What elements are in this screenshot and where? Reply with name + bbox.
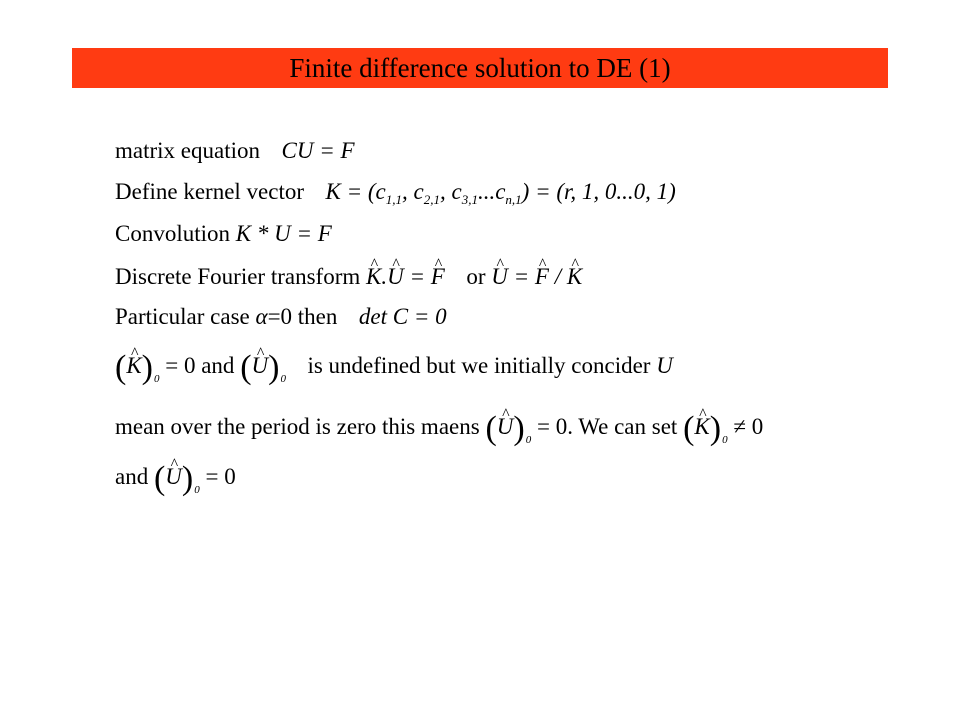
text-we-can-set: = 0. We can set — [536, 414, 678, 439]
line-matrix-equation — [115, 137, 355, 165]
text-undefined: is undefined but we initially concider — [307, 353, 651, 378]
text-not-equal-zero: ≠ 0 — [733, 414, 764, 439]
symbol-alpha: α — [255, 304, 268, 329]
equation-fourier: ^ K.^ U = ^ F — [366, 264, 445, 289]
equation-kernel-vector: $K = (c_{1,1}$, $c_{2,1}$, $c_{3,1}...c_{n,1}) = (r$, 1, 0...0, 1) — [325, 179, 676, 207]
line-undefined — [115, 351, 673, 393]
text-then: =0 then — [267, 304, 338, 329]
equation-u-hat-zero-2: (^ $U)_0$ — [485, 414, 531, 439]
equation-k-hat-nonzero: (^ $K)_0$ — [683, 414, 728, 439]
text-or: or — [466, 264, 486, 289]
line-fourier — [115, 263, 582, 291]
text-matrix-equation: matrix equation — [115, 138, 260, 163]
equation-det: det C = 0 — [358, 304, 447, 329]
text-convolution: Convolution — [115, 221, 231, 246]
line-kernel-vector — [115, 178, 676, 214]
equation-u-hat-zero: (^ $U)_0$ — [240, 353, 286, 378]
line-convolution — [115, 220, 332, 248]
text-mean-over-period: mean over the period is zero this maens — [115, 414, 480, 439]
equation-cu-f: CU = F — [281, 138, 355, 163]
symbol-u: U — [656, 353, 673, 378]
line-mean-period — [115, 412, 763, 454]
line-particular-case — [115, 303, 447, 331]
equation-u-hat-zero-3: (^ $U)_0$ — [154, 464, 200, 489]
text-discrete-fourier: Discrete Fourier transform — [115, 264, 361, 289]
text-equals-zero: = 0 — [205, 464, 236, 489]
equation-k-hat-zero: (^ $K)_0$ — [115, 353, 160, 378]
line-and — [115, 462, 236, 504]
text-particular-case: Particular case — [115, 304, 250, 329]
equation-convolution: K * U = F — [235, 221, 332, 246]
equation-fourier-alt: ^ U = ^ F / ^ K — [491, 264, 582, 289]
slide-title: Finite difference solution to DE (1) — [289, 52, 671, 83]
text-and: and — [115, 464, 149, 489]
text-equals-zero-and: = 0 and — [159, 353, 241, 378]
text-define-kernel: Define kernel vector — [115, 179, 305, 204]
